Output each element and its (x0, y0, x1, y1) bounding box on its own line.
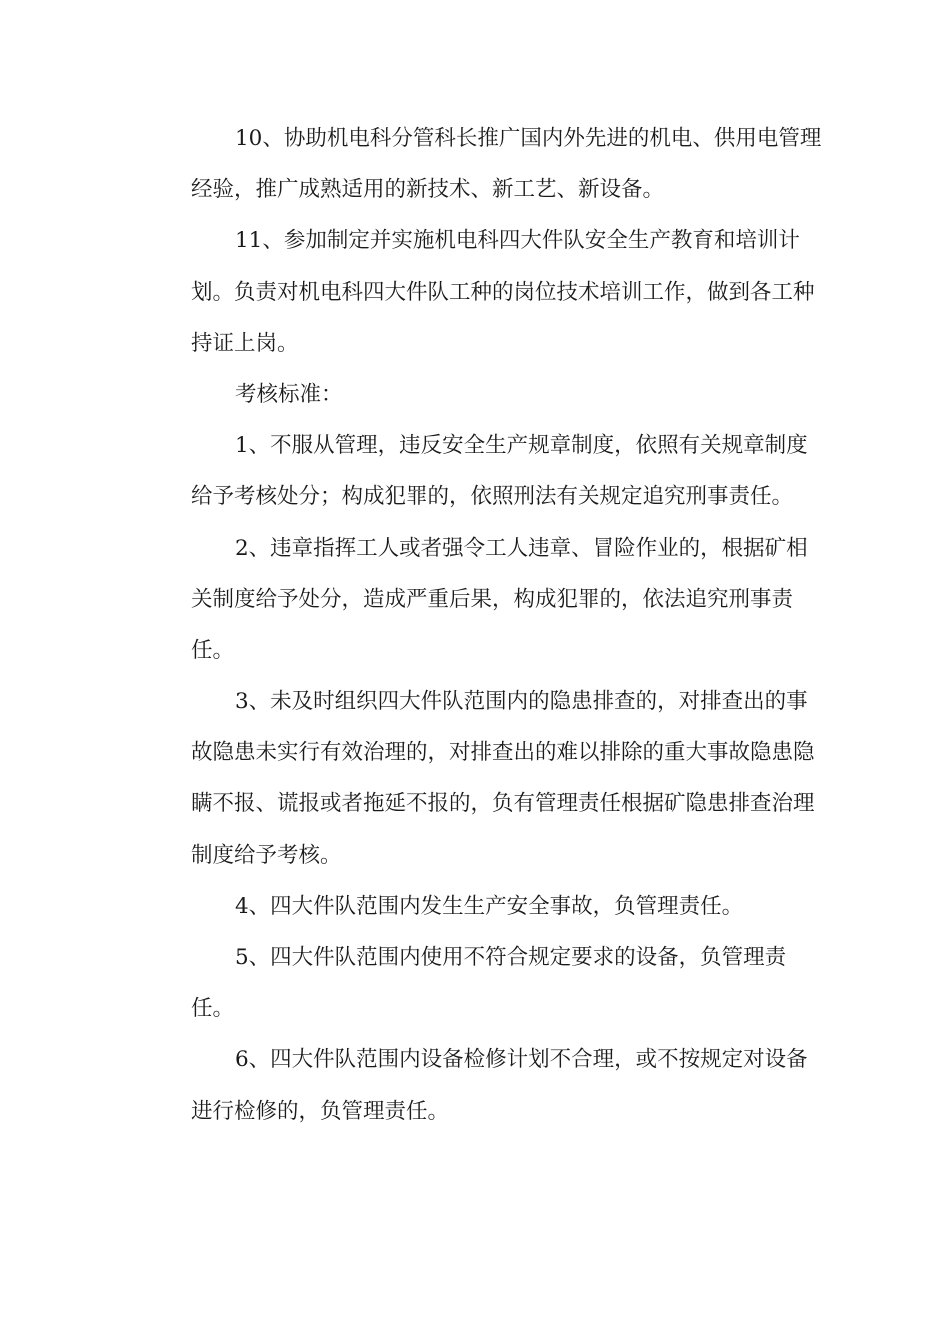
assessment-item-1 (147, 420, 808, 522)
paragraph-line: 1、不服从管理，违反安全生产规章制度，依照有关规章制度 (235, 433, 808, 459)
paragraph-line: 5、四大件队范围内使用不符合规定要求的设备，负管理责 (235, 945, 787, 970)
paragraph-line: 任。 (191, 996, 235, 1022)
assessment-item-3 (147, 676, 815, 881)
assessment-item-5 (147, 932, 801, 1034)
paragraph-item-11 (147, 215, 815, 369)
paragraph-line: 6、四大件队范围内设备检修计划不合理，或不按规定对设备 (235, 1047, 808, 1073)
assessment-item-6 (147, 1034, 808, 1136)
section-heading: 考核标准： (235, 381, 343, 407)
paragraph-line: 2、违章指挥工人或者强令工人违章、冒险作业的，根据矿相 (235, 535, 808, 561)
paragraph-line: 11、参加制定并实施机电科四大件队安全生产教育和培训计 (235, 228, 800, 254)
assessment-item-4 (147, 881, 801, 932)
paragraph-line: 制度给予考核。 (191, 842, 342, 868)
assessment-heading (147, 369, 801, 420)
paragraph-line: 给予考核处分；构成犯罪的，依照刑法有关规定追究刑事责任。 (191, 484, 794, 510)
assessment-item-2 (147, 523, 808, 677)
paragraph-line: 持证上岗。 (191, 330, 299, 356)
paragraph-line: 划。负责对机电科四大件队工种的岗位技术培训工作，做到各工种 (191, 279, 815, 305)
paragraph-line: 故隐患未实行有效治理的，对排查出的难以排除的重大事故隐患隐 (191, 740, 815, 766)
document-body (147, 113, 822, 1137)
paragraph-line: 瞒不报、谎报或者拖延不报的，负有管理责任根据矿隐患排查治理 (191, 791, 815, 817)
paragraph-line: 经验，推广成熟适用的新技术、新工艺、新设备。 (191, 177, 665, 203)
paragraph-line: 关制度给予处分，造成严重后果，构成犯罪的，依法追究刑事责 (191, 586, 794, 612)
paragraph-line: 3、未及时组织四大件队范围内的隐患排查的，对排查出的事 (235, 689, 808, 715)
paragraph-line: 任。 (191, 637, 235, 663)
paragraph-line: 进行检修的，负管理责任。 (191, 1098, 450, 1124)
paragraph-line: 10、协助机电科分管科长推广国内外先进的机电、供用电管理 (235, 126, 822, 151)
paragraph-line: 4、四大件队范围内发生生产安全事故，负管理责任。 (235, 893, 744, 919)
paragraph-item-10 (147, 113, 822, 215)
